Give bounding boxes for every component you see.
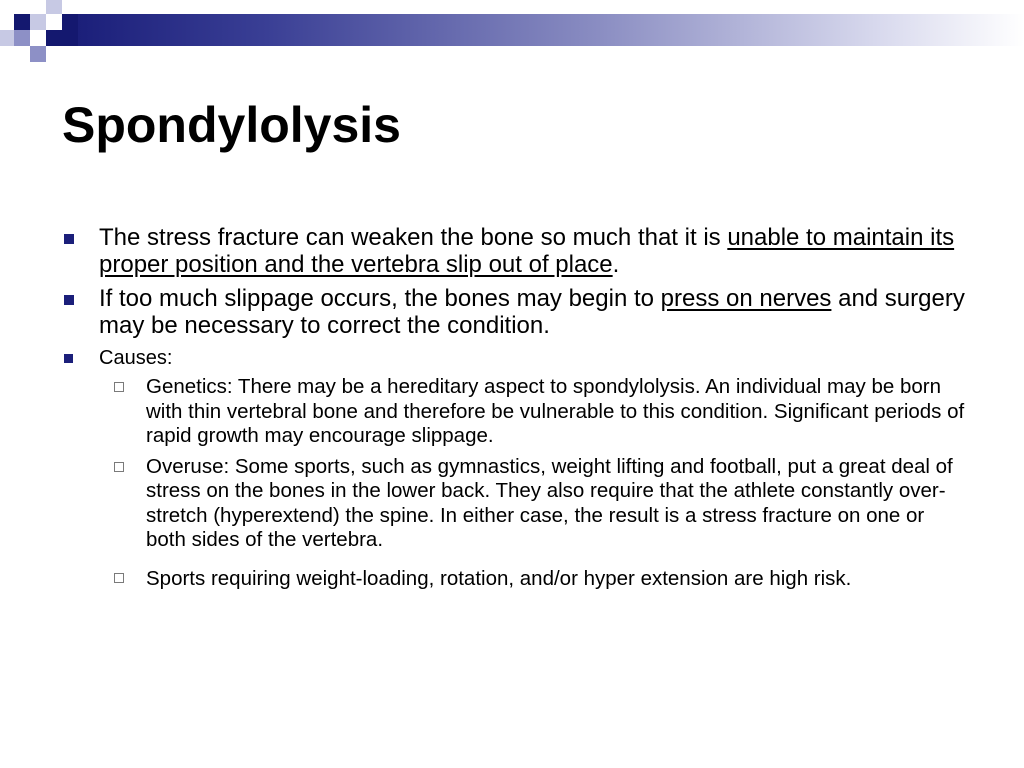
sub-bullet-text: Overuse: Some sports, such as gymnastics, weight lifting and football, put a great deal of stress on the bones in the lower back. They also require that the athlete constantly over-stretch (hyperextend) the spine. In either case, the result is a stress fracture on one or both sides of the vertebra. — [146, 454, 953, 551]
decorative-square — [46, 30, 62, 46]
square-bullet-icon — [64, 354, 73, 363]
square-bullet-icon — [64, 234, 74, 244]
slide-title: Spondylolysis — [62, 97, 401, 153]
decorative-square — [62, 14, 78, 46]
bullet-text-end: . — [612, 251, 620, 278]
hollow-square-bullet-icon — [114, 573, 124, 583]
underlined-text: press on nerves — [660, 285, 832, 312]
bullet-text: If too much slippage occurs, the bones may begin to — [99, 285, 661, 312]
decorative-square — [46, 0, 62, 14]
sub-bullet-item — [62, 375, 967, 449]
decorative-square — [30, 46, 46, 62]
sub-bullet-item — [62, 563, 967, 594]
decorative-square — [0, 30, 14, 46]
underlined-text: unable to maintain its proper position and the vertebra slip out of place — [99, 224, 955, 278]
header-gradient-band — [78, 14, 1024, 46]
bullet-text-end: and surgery may be necessary to correct the condition. — [99, 285, 965, 339]
bullet-text: The stress fracture can weaken the bone so much that it is — [99, 224, 728, 251]
hollow-square-bullet-icon — [114, 382, 124, 392]
bullet-text: Causes: — [99, 347, 173, 369]
decorative-square — [30, 14, 46, 30]
bullet-item — [62, 346, 967, 370]
sub-bullet-item — [62, 455, 967, 553]
sub-bullet-text: Genetics: There may be a hereditary aspect to spondylolysis. An individual may be born with thin vertebral bone and therefore be vulnerable to this condition. Significant periods of rapid growth may encourage slippage. — [146, 375, 965, 447]
square-bullet-icon — [64, 295, 74, 305]
decorative-square — [14, 30, 30, 46]
bullet-item — [62, 285, 967, 339]
slide-body — [62, 224, 967, 600]
sub-bullet-text: Sports requiring weight-loading, rotation, and/or hyper extension are high risk. — [146, 566, 852, 590]
decorative-square — [14, 14, 30, 30]
bullet-item — [62, 224, 967, 278]
hollow-square-bullet-icon — [114, 462, 124, 472]
